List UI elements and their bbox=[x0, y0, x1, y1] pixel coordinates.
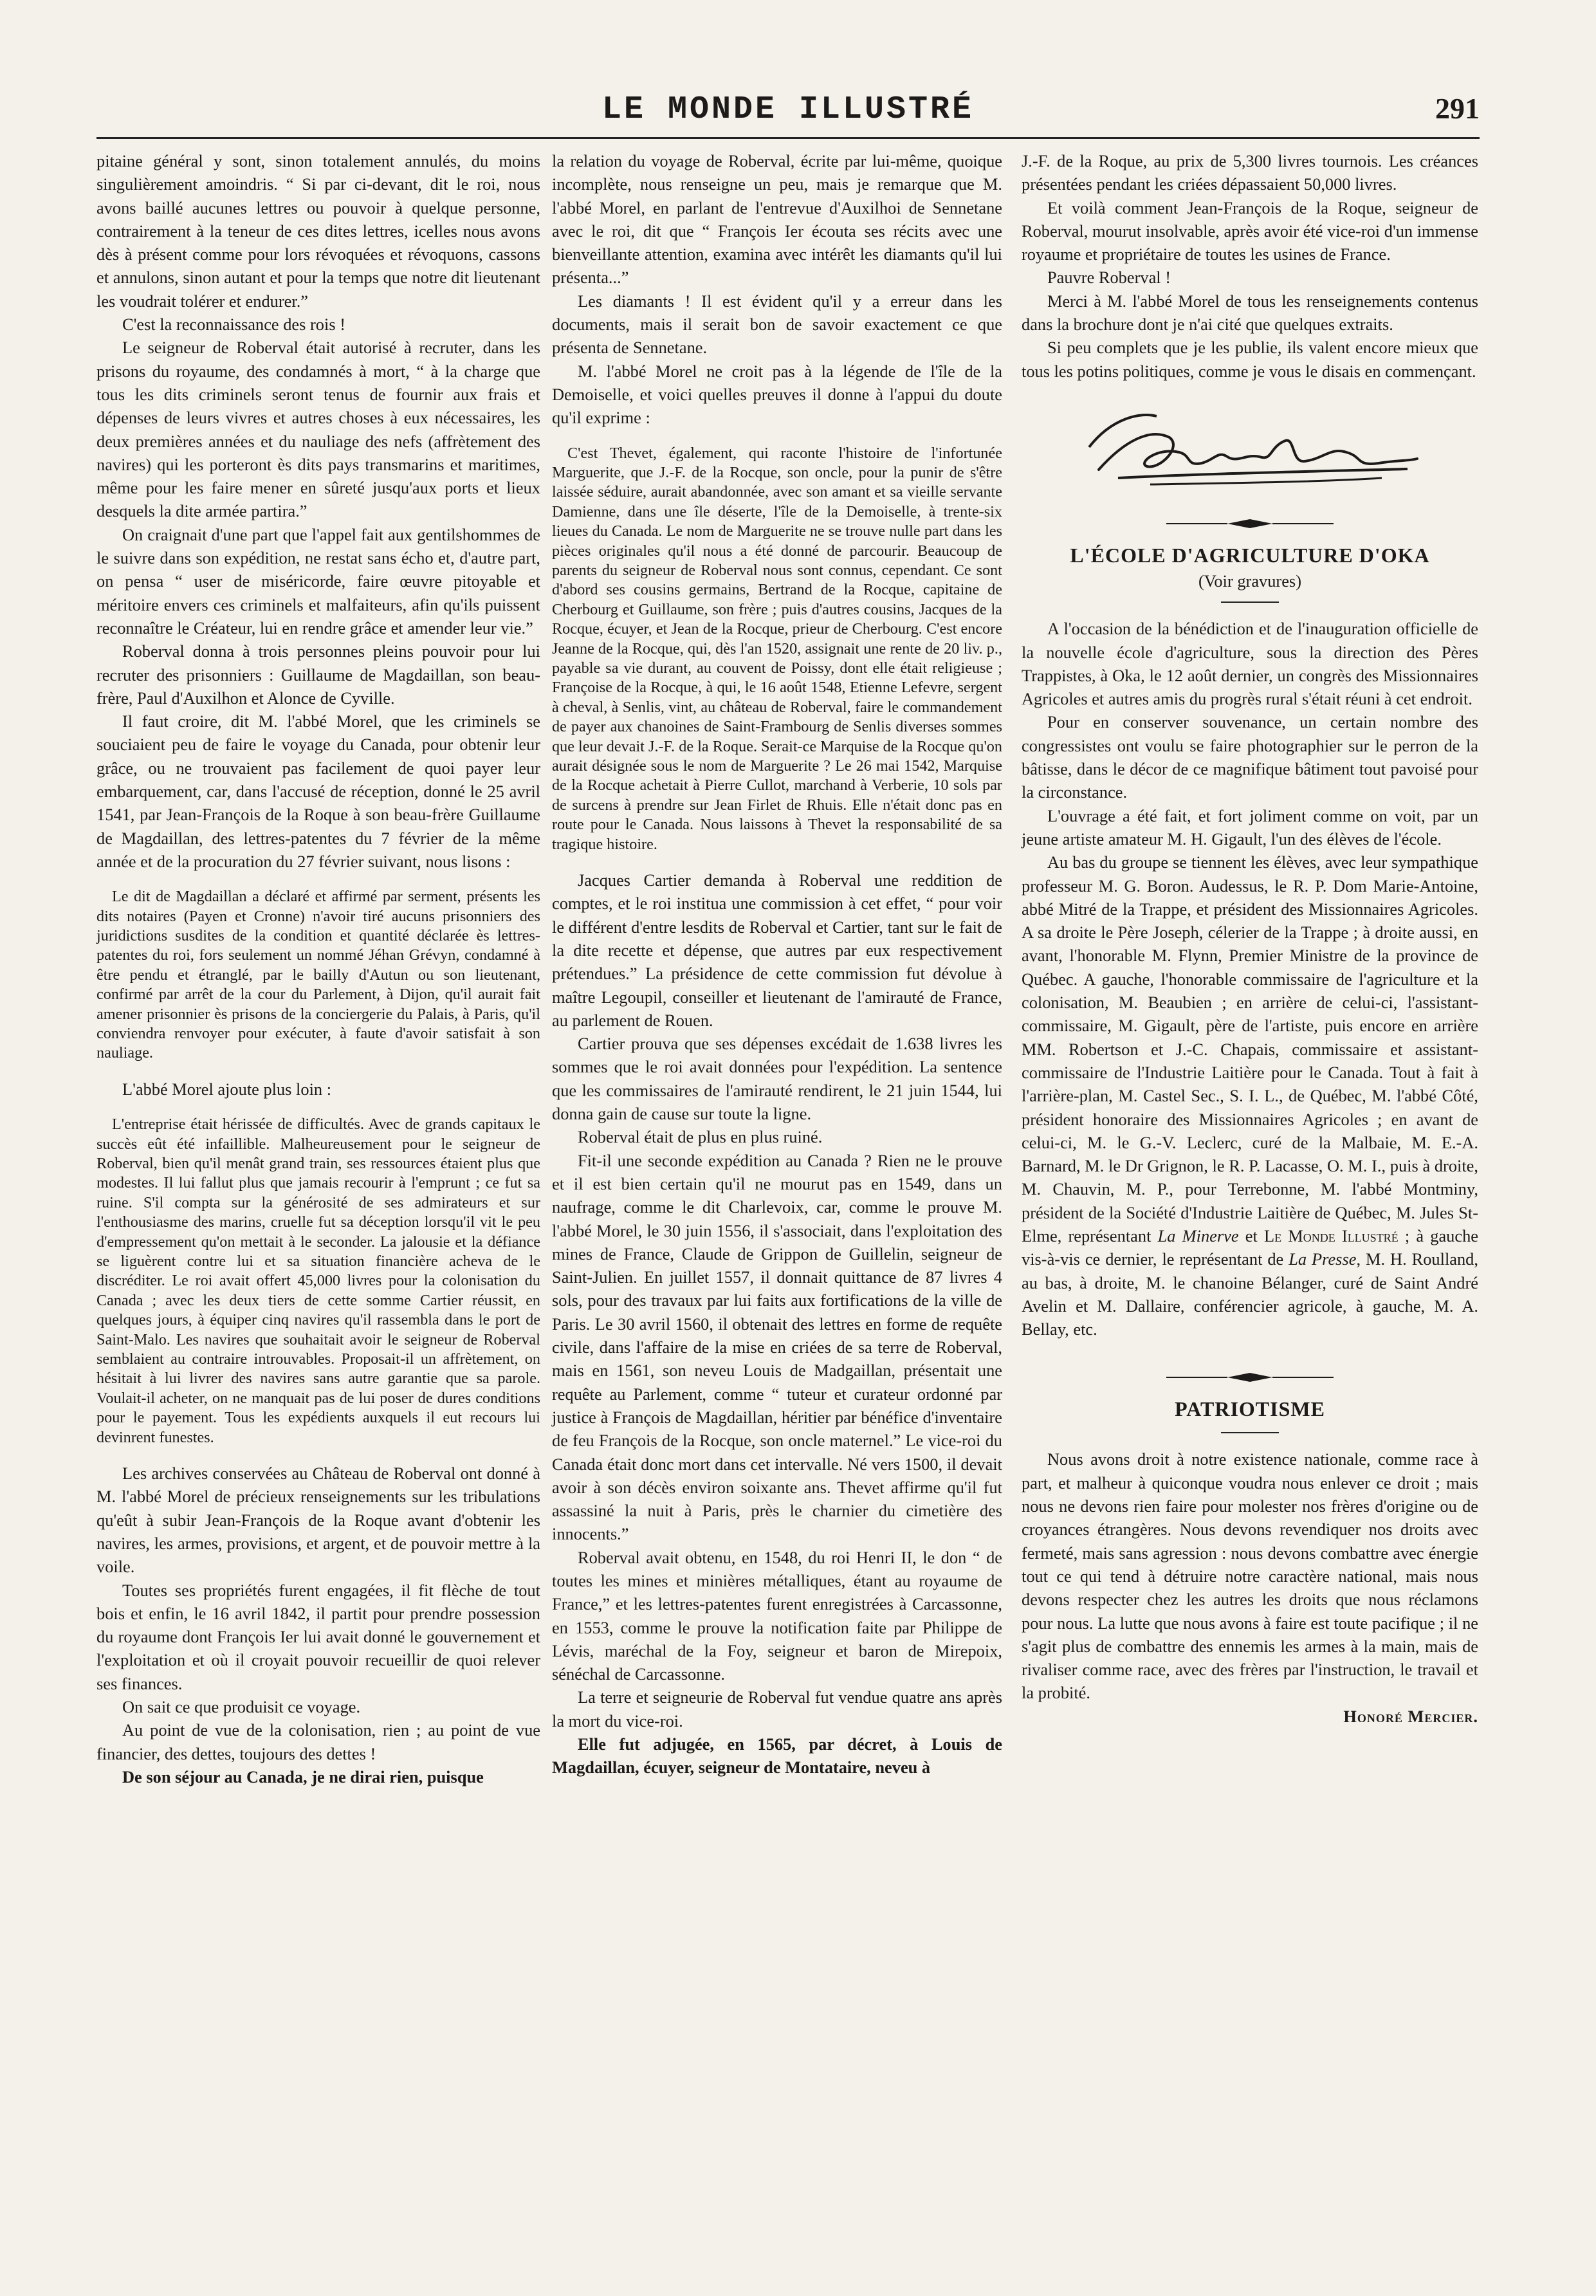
paragraph: M. l'abbé Morel ne croit pas à la légende de l'île de la Demoiselle, et voici quelles preuves il donne à l'appui du doute qu'il exprime : bbox=[552, 361, 1002, 428]
paragraph: Roberval avait obtenu, en 1548, du roi Henri II, le don “ de toutes les mines et minières métalliques, étant au royaume de France,” et les lettres-patentes furent enregistrées à Carcassonne, en 1553, comme le prouve la notification faite par Philippe de Lévis, maréchal de la Foy, seigneur et baron de Mirepoix, sénéchal de Carcassonne. bbox=[552, 1547, 1002, 1684]
paragraph: J.-F. de la Roque, au prix de 5,300 livres tournois. Les créances présentées pendant les criées dépassaient 50,000 livres. bbox=[1022, 151, 1478, 194]
header-rule bbox=[96, 137, 1480, 139]
paragraph: Pour en conserver souvenance, un certain nombre des congressistes ont voulu se faire photographier sur le perron de la bâtisse, dans le décor de ce magnifique bâtiment tout pavoisé pour la circonstance. bbox=[1022, 712, 1478, 802]
paragraph: Toutes ses propriétés furent engagées, il fit flèche de tout bois et enfin, le 16 avril 1842, il partit pour prendre possession du royaume dont François Ier lui avait donné le gouvernement et l'exploitation et où il croyait pouvoir recueillir de quoi relever ses finances. bbox=[96, 1580, 540, 1693]
masthead bbox=[96, 89, 1480, 134]
paragraph: Cartier prouva que ses dépenses excédait de 1.638 livres les sommes que le roi avait données pour l'expédition. La sentence que les commissaires de l'amirauté rendirent, le 21 juin 1544, lui donna gain de cause sur toute la ligne. bbox=[552, 1034, 1002, 1124]
paragraph: On sait ce que produisit ce voyage. bbox=[122, 1697, 361, 1717]
newspaper-name: La Minerve bbox=[1157, 1226, 1239, 1245]
short-rule bbox=[1221, 602, 1279, 603]
article-author: Honoré Mercier. bbox=[1343, 1706, 1478, 1726]
column-2 bbox=[552, 149, 1002, 1779]
paragraph: On craignait d'une part que l'appel fait aux gentilshommes de le suivre dans son expédition, ne restat sans écho et, d'autre part, on pensa “ user de miséricorde, faire œuvre pitoyable et méritoire envers ces criminels et malfaiteurs, afin qu'ils puissent reconnaître le Créateur, lui en rendre grâce et amender leur vie.” bbox=[96, 524, 540, 638]
paragraph: pitaine général y sont, sinon totalement annulés, du moins singulièrement amoindris. “ Si par ci-devant, dit le roi, nous avons baillé aucunes lettres ou pouvoir à quelque personne, contrairement à la teneur de ces dites lettres, icelles nous avons dès à présent comme pour lors révoquées et révoquons, cassons et annulons, sinon autant et pour la temps que notre dit lieutenant les voudrait tolérer et endurer.” bbox=[96, 151, 540, 311]
divider-ornament-icon bbox=[1166, 517, 1334, 530]
paragraph: A l'occasion de la bénédiction et de l'inauguration officielle de la nouvelle école d'agriculture, sous la direction des Pères Trappistes, à Oka, le 12 août dernier, un congrès des Missionnaires Agricoles et autres amis du progrès rural s'était réuni à cet endroit. bbox=[1022, 619, 1478, 709]
paragraph: Fit-il une seconde expédition au Canada ? Rien ne le prouve et il est bien certain qu'il ne mourut pas en 1549, dans un naufrage, comme le dit Charlevoix, car, comme le prouve M. l'abbé Morel, le 30 juin 1556, il s'associait, dans l'exploitation des mines de France, Claude de Grippon de Guillelin, seigneur de Saint-Julien. En juillet 1557, il donnait quittance de 87 livres 4 sols, pour des travaux par lui faits aux fortifications de la ville de Paris. Le 30 avril 1560, il obtenait des lettres en forme de requête civile, dans l'affaire de la mise en criées de sa terre de Roberval, mais en 1561, son neveu Louis de Madgaillan, présentait une requête au Parlement, comme “ tuteur et curateur ordonné par justice à François de Magdaillan, héritier par bénéfice d'inventaire de feu François de la Rocque, son oncle maternel.” Le vice-roi du Canada était donc mort dans cet intervalle. Né vers 1500, il devait avoir à son décès environ soixante ans. Thevet affirme qu'il fut assassiné la nuit à Paris, près le charnier du cimetière des innocents.” bbox=[552, 1150, 1002, 1544]
block-quote: C'est Thevet, également, qui raconte l'histoire de l'infortunée Marguerite, que J.-F. de la Rocque, son oncle, pour la punir de s'être laissée séduire, aurait abandonnée, avec son amant et sa vieille servante Damienne, dans une île déserte, l'île de la Demoiselle, à trente-six lieues du Canada. Le nom de Marguerite ne se trouve nulle part dans les pièces originales qu'il nous a été donné de parcourir. Beaucoup de parents du seigneur de Roberval nous sont connus, cependant. Ce sont d'abord ses cousins germains, Bertrand de la Rocque, capitaine de Cherbourg et Guillaume, son frère ; puis d'autres cousins, Jacques de la Rocque, écuyer, et Jean de la Rocque, prieur de Cherbourg. C'est encore Jeanne de la Rocque, qui, dès l'an 1520, assignait une rente de 20 liv. p., payable sa vie durant, au couvent de Poissy, dont elle était religieuse ; Françoise de la Rocque, à qui, le 16 août 1548, Etienne Lefevre, sergent à cheval, à Senlis, vint, au château de Roberval, faire le commandement de payer aux chanoines de Saint-Frambourg de Senlis diverses sommes que leur devait J.-F. de la Roque. Serait-ce Marquise de la Rocque qu'on aurait désignée sous le nom de Marguerite ? Le 26 mai 1542, Marquise de la Rocque achetait à Pierre Cullot, marchand à Verberie, 10 sols par de surcens à prendre sur Jean Firlet de Rhuis. Elle n'était donc pas en route pour le Canada. Nous laissons à Thevet la responsabilité de sa tragique histoire. bbox=[552, 444, 1002, 853]
paragraph: Roberval donna à trois personnes pleins pouvoir pour lui recruter des prisonniers : Guillaume de Magdaillan, son beau-frère, Paul d'Auxilhon et Alonce de Cyville. bbox=[96, 641, 540, 708]
paragraph: Jacques Cartier demanda à Roberval une reddition de comptes, et le roi institua une commission à cet effet, “ pour voir le différent d'entre lesdits de Roberval et Cartier, tant sur le fait de la dite recette et dépense, que autres par eux respectivement prétendues.” La présidence de cette commission fut dévolue à maître Legoupil, conseiller et lieutenant de l'amirauté de France, au parlement de Rouen. bbox=[552, 870, 1002, 1030]
paragraph: la relation du voyage de Roberval, écrite par lui-même, quoique incomplète, nous renseigne un peu, mais je remarque que M. l'abbé Morel, en parlant de l'entrevue d'Auxilhoi de Sennetane avec le roi, dit que “ François Ier écouta ses récits avec une bienveillante attention, examina avec intérêt les diamants qu'il lui présenta...” bbox=[552, 151, 1002, 288]
paragraph: Les archives conservées au Château de Roberval ont donné à M. l'abbé Morel de précieux renseignements sur les tribulations qu'eût à subir Jean-François de la Roque avant d'obtenir les navires, les armes, provisions, et argent, et de pouvoir mettre à la voile. bbox=[96, 1464, 540, 1577]
text-fragment: , M. H. Roulland, au bas, à droite, M. le chanoine Bélanger, curé de Saint André Avelin et M. Dallaire, conférencier agricole, à gauche, M. A. Bellay, etc. bbox=[1022, 1249, 1478, 1339]
paragraph: Pauvre Roberval ! bbox=[1047, 268, 1171, 288]
paragraph: Si peu complets que je les publie, ils valent encore mieux que tous les potins politiques, comme je vous le disais en commençant. bbox=[1022, 338, 1478, 381]
paragraph: Les diamants ! Il est évident qu'il y a erreur dans les documents, mais il serait bon de savoir exactement ce que présenta de Sennetane. bbox=[552, 291, 1002, 358]
paragraph: C'est la reconnaissance des rois ! bbox=[122, 315, 345, 335]
paragraph: Elle fut adjugée, en 1565, par décret, à Louis de Magdaillan, écuyer, seigneur de Montataire, neveu à bbox=[552, 1734, 1002, 1777]
text-fragment: ; à gauche vis-à-vis ce dernier, le représentant de bbox=[1022, 1226, 1478, 1269]
text-fragment: et bbox=[1238, 1226, 1264, 1245]
paragraph-text: Au bas du groupe se tiennent les élèves, avec leur sympathique professeur M. G. Boron. Audessus, le R. P. Dom Marie-Antoine, abbé Mitré de la Trappe, et président des Missionnaires Agricoles. A sa droite le Père Joseph, célerier de la Trappe ; à droite aussi, en avant, l'honorable M. Flynn, Premier Ministre de la province de Québec. A gauche, l'honorable commissaire de l'agriculture et la colonisation, M. Beaubien ; en arrière de celui-ci, l'assistant-commissaire, M. Gigault, père de l'artiste, puis encore en arrière MM. Robertson et J.-C. Chapais, commissaire et assistant-commissaire de l'Industrie Laitière pour le Canada. Tout à fait à l'arrière-plan, M. Castel Sec., S. I. L., de Québec, M. l'abbé Côté, président honoraire des Missionnaires Agricoles ; en avant de celui-ci, M. le G.-V. Leclerc, curé de la Malbaie, M. E.-A. Barnard, M. le Dr Grignon, le R. P. Lacasse, O. M. I., puis à droite, M. Chauvin, M. P., pour Terrebonne, M. l'abbé Montminy, président de la Société d'Industrie Laitière de Québec, M. Jules St-Elme, représentant bbox=[1022, 852, 1478, 1245]
paragraph: Il faut croire, dit M. l'abbé Morel, que les criminels se souciaient peu de faire le voyage du Canada, pour obtenir leur grâce, ou ne trouvaient pas facilement de quoi payer leur embarquement, car, dans l'accusé de réception, donné le 25 avril 1541, par Jean-François de la Roque à son beau-frère Guillaume de Magdaillan, des lettres-patentes du 7 février de la même année et de la procuration du 27 février suivant, nous lisons : bbox=[96, 712, 540, 871]
paragraph: Et voilà comment Jean-François de la Roque, seigneur de Roberval, mourut insolvable, après avoir été vice-roi d'un immense royaume et propriétaire de toutes les usines de France. bbox=[1022, 197, 1478, 264]
short-rule bbox=[1221, 1432, 1279, 1433]
paragraph: Merci à M. l'abbé Morel de tous les renseignements contenus dans la brochure dont je n'ai cité que quelques extraits. bbox=[1022, 291, 1478, 335]
signature-flourish-icon bbox=[1022, 402, 1478, 499]
paragraph bbox=[1022, 850, 1478, 1341]
paragraph: De son séjour au Canada, je ne dirai rien, puisque bbox=[122, 1767, 484, 1786]
block-quote: L'entreprise était hérissée de difficultés. Avec de grands capitaux le succès eût été infaillible. Malheureusement pour le seigneur de Roberval, bien qu'il menât grand train, ses ressources étaient plus que modestes. Il lui fallut plus que jamais recourir à l'emprunt ; ce fut sa ruine. S'il compta sur la générosité de ses admirateurs et sur l'enthousiasme des marins, cruelle fut sa déception lorsqu'il vit le peu d'empressement qu'on mettait à le seconder. La jalousie et la défiance se liguèrent contre lui et sa situation financière acheva de le discréditer. Le roi avait offert 45,000 livres pour la colonisation du Canada ; avec les deux tiers de cette somme Cartier réussit, en quelques jours, à équiper cinq navires qu'il rassembla dans le port de Saint-Malo. Les navires que souhaitait avoir le seigneur de Roberval semblaient au contraire introuvables. Proposait-il un affrètement, on hésitait à lui livrer des navires sans autre garantie que sa parole. Voulait-il acheter, on ne manquait pas de lui poser de dures conditions pour le payement. Tous les expédients auxquels il eut recours lui devinrent funestes. bbox=[96, 1116, 540, 1446]
column-3 bbox=[1022, 149, 1478, 1728]
article-subheading: (Voir gravures) bbox=[1198, 571, 1301, 591]
newspaper-name: La Presse bbox=[1289, 1249, 1357, 1269]
paragraph: L'abbé Morel ajoute plus loin : bbox=[122, 1079, 332, 1099]
paragraph: Au point de vue de la colonisation, rien ; au point de vue financier, des dettes, toujours des dettes ! bbox=[96, 1720, 540, 1763]
divider-ornament-icon bbox=[1166, 1371, 1334, 1384]
article-heading: PATRIOTISME bbox=[1175, 1397, 1325, 1421]
paragraph: Roberval était de plus en plus ruiné. bbox=[578, 1127, 823, 1147]
article-heading: L'ÉCOLE D'AGRICULTURE D'OKA bbox=[1070, 543, 1430, 567]
newspaper-name: Le Monde Illustré bbox=[1263, 1226, 1399, 1245]
paragraph: Le seigneur de Roberval était autorisé à recruter, dans les prisons du royaume, des condamnés à mort, “ à la charge que tous les dits criminels seront tenus de fournir aux frais et dépenses de leurs vivres et autres choses à eux nécessaires, les deux premières années et du nauliage des nefs (affrètement des navires) qui les porteront ès dits pays transmarins et maritimes, même pour les faire mener en sûreté jusqu'aux ports et lieux desquels la dite armée partira.” bbox=[96, 338, 540, 521]
author-signature bbox=[1022, 402, 1478, 499]
paragraph: L'ouvrage a été fait, et fort joliment comme on voit, par un jeune artiste amateur M. H. Gigault, l'un des élèves de l'école. bbox=[1022, 805, 1478, 849]
column-1 bbox=[96, 149, 540, 1788]
ornament-divider bbox=[1022, 1366, 1478, 1382]
block-quote: Le dit de Magdaillan a déclaré et affirmé par serment, présents les dits notaires (Payen et Cronne) n'avoir tiré aucuns prisonniers des juridictions susdites de la condition et quantité déclarée ès lettres-patentes du roi, fors seulement un nommé Jéhan Grévyn, condamné à être pendu et étranglé, par le bailly d'Autun ou son lieutenant, confirmé par arrêt de la cour du Parlement, à Dijon, qu'il aurait fait amener prisonnier ès prisons de la conciergerie du Palais, à Paris, qu'il conviendra renvoyer pour exécuter, à faute d'avoir satisfait à son nauliage. bbox=[96, 888, 540, 1062]
page-number: 291 bbox=[1435, 92, 1480, 125]
paragraph: La terre et seigneurie de Roberval fut vendue quatre ans après la mort du vice-roi. bbox=[552, 1687, 1002, 1731]
newspaper-title: LE MONDE ILLUSTRÉ bbox=[601, 91, 975, 128]
paragraph: Nous avons droit à notre existence nationale, comme race à part, et malheur à quiconque voudra nous enlever ce droit ; mais nous ne devons rien faire pour molester nos frères d'origine ou de croyances étrangères. Nous devons revendiquer nos droits avec fermeté, mais sans agression : nous devons combattre avec énergie tout ce qui tend à détruire notre caractère national, mais nous devons respecter chez les autres les droits que nous réclamons pour nous. La lutte que nous avons à faire est toute pacifique ; il ne s'agit plus de combattre des ennemis les armes à la main, mais de rivaliser comme race, avec des frères par l'instruction, le travail et la probité. bbox=[1022, 1449, 1478, 1703]
ornament-divider bbox=[1022, 513, 1478, 528]
